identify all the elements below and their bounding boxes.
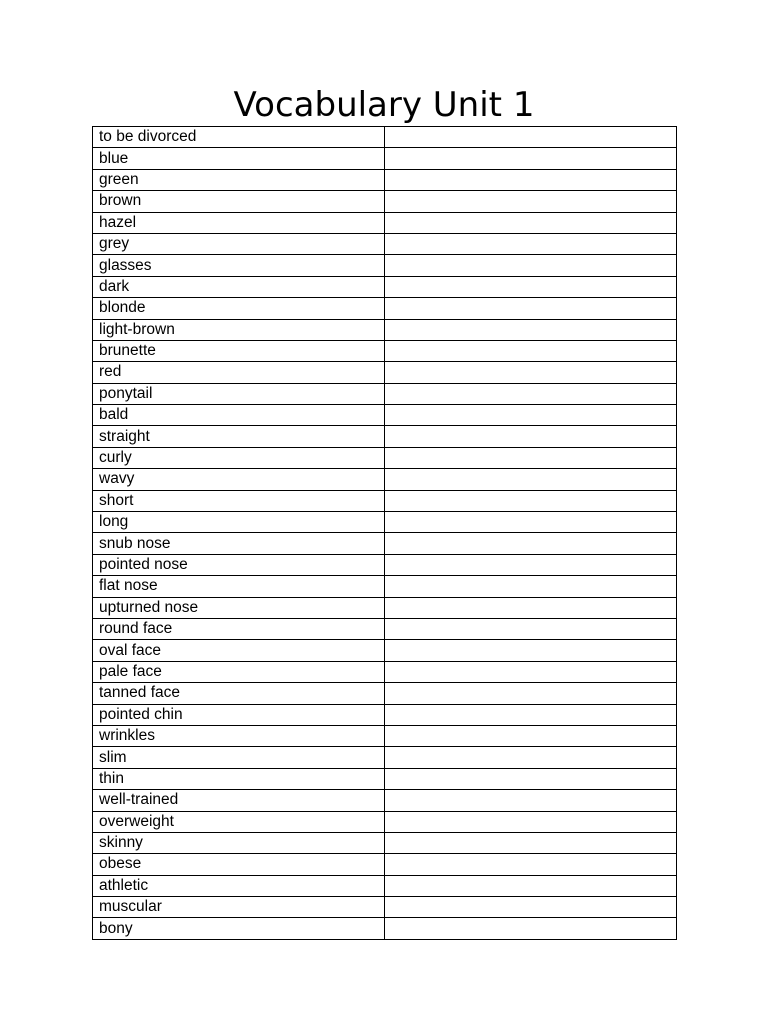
translation-blank-cell[interactable] — [385, 704, 677, 725]
translation-blank-cell[interactable] — [385, 768, 677, 789]
table-row — [93, 811, 677, 832]
vocabulary-word-cell: snub nose — [93, 533, 385, 554]
table-row — [93, 790, 677, 811]
table-row — [93, 918, 677, 939]
vocabulary-word-cell: pointed chin — [93, 704, 385, 725]
translation-blank-cell[interactable] — [385, 233, 677, 254]
vocabulary-word-cell: pointed nose — [93, 554, 385, 575]
vocabulary-word-cell: obese — [93, 854, 385, 875]
vocabulary-table — [92, 126, 677, 940]
translation-blank-cell[interactable] — [385, 640, 677, 661]
vocabulary-word-cell: wavy — [93, 469, 385, 490]
vocabulary-word-cell: well-trained — [93, 790, 385, 811]
translation-blank-cell[interactable] — [385, 854, 677, 875]
table-row — [93, 661, 677, 682]
table-row — [93, 897, 677, 918]
table-row — [93, 340, 677, 361]
translation-blank-cell[interactable] — [385, 148, 677, 169]
table-row — [93, 512, 677, 533]
table-row — [93, 383, 677, 404]
vocabulary-word-cell: long — [93, 512, 385, 533]
table-row — [93, 298, 677, 319]
translation-blank-cell[interactable] — [385, 127, 677, 148]
vocabulary-word-cell: athletic — [93, 875, 385, 896]
table-row — [93, 212, 677, 233]
vocabulary-word-cell: round face — [93, 618, 385, 639]
translation-blank-cell[interactable] — [385, 533, 677, 554]
translation-blank-cell[interactable] — [385, 811, 677, 832]
translation-blank-cell[interactable] — [385, 447, 677, 468]
vocabulary-table-body — [93, 127, 677, 940]
vocabulary-word-cell: muscular — [93, 897, 385, 918]
table-row — [93, 447, 677, 468]
table-row — [93, 490, 677, 511]
vocabulary-word-cell: short — [93, 490, 385, 511]
table-row — [93, 725, 677, 746]
table-row — [93, 191, 677, 212]
table-row — [93, 405, 677, 426]
page-title: Vocabulary Unit 1 — [233, 85, 535, 125]
vocabulary-word-cell: blonde — [93, 298, 385, 319]
table-row — [93, 597, 677, 618]
translation-blank-cell[interactable] — [385, 618, 677, 639]
translation-blank-cell[interactable] — [385, 918, 677, 939]
table-row — [93, 233, 677, 254]
table-row — [93, 875, 677, 896]
table-row — [93, 426, 677, 447]
translation-blank-cell[interactable] — [385, 661, 677, 682]
vocabulary-word-cell: curly — [93, 447, 385, 468]
vocabulary-word-cell: slim — [93, 747, 385, 768]
table-row — [93, 747, 677, 768]
translation-blank-cell[interactable] — [385, 725, 677, 746]
translation-blank-cell[interactable] — [385, 405, 677, 426]
translation-blank-cell[interactable] — [385, 255, 677, 276]
translation-blank-cell[interactable] — [385, 340, 677, 361]
vocabulary-word-cell: grey — [93, 233, 385, 254]
vocabulary-word-cell: brunette — [93, 340, 385, 361]
table-row — [93, 618, 677, 639]
table-row — [93, 768, 677, 789]
translation-blank-cell[interactable] — [385, 897, 677, 918]
translation-blank-cell[interactable] — [385, 554, 677, 575]
table-row — [93, 255, 677, 276]
table-row — [93, 469, 677, 490]
translation-blank-cell[interactable] — [385, 426, 677, 447]
vocabulary-word-cell: flat nose — [93, 576, 385, 597]
vocabulary-word-cell: bony — [93, 918, 385, 939]
translation-blank-cell[interactable] — [385, 597, 677, 618]
translation-blank-cell[interactable] — [385, 212, 677, 233]
translation-blank-cell[interactable] — [385, 576, 677, 597]
table-row — [93, 276, 677, 297]
vocabulary-word-cell: ponytail — [93, 383, 385, 404]
vocabulary-word-cell: thin — [93, 768, 385, 789]
table-row — [93, 127, 677, 148]
vocabulary-word-cell: light-brown — [93, 319, 385, 340]
translation-blank-cell[interactable] — [385, 383, 677, 404]
vocabulary-word-cell: skinny — [93, 832, 385, 853]
vocabulary-word-cell: glasses — [93, 255, 385, 276]
vocabulary-word-cell: pale face — [93, 661, 385, 682]
translation-blank-cell[interactable] — [385, 875, 677, 896]
translation-blank-cell[interactable] — [385, 298, 677, 319]
vocabulary-word-cell: green — [93, 169, 385, 190]
table-row — [93, 148, 677, 169]
table-row — [93, 854, 677, 875]
vocabulary-word-cell: red — [93, 362, 385, 383]
translation-blank-cell[interactable] — [385, 512, 677, 533]
vocabulary-word-cell: brown — [93, 191, 385, 212]
translation-blank-cell[interactable] — [385, 362, 677, 383]
translation-blank-cell[interactable] — [385, 169, 677, 190]
vocabulary-word-cell: dark — [93, 276, 385, 297]
table-row — [93, 576, 677, 597]
vocabulary-word-cell: to be divorced — [93, 127, 385, 148]
table-row — [93, 832, 677, 853]
vocabulary-word-cell: tanned face — [93, 683, 385, 704]
table-row — [93, 169, 677, 190]
vocabulary-word-cell: wrinkles — [93, 725, 385, 746]
translation-blank-cell[interactable] — [385, 683, 677, 704]
vocabulary-word-cell: oval face — [93, 640, 385, 661]
vocabulary-word-cell: blue — [93, 148, 385, 169]
translation-blank-cell[interactable] — [385, 747, 677, 768]
table-row — [93, 704, 677, 725]
table-row — [93, 554, 677, 575]
translation-blank-cell[interactable] — [385, 319, 677, 340]
table-row — [93, 362, 677, 383]
translation-blank-cell[interactable] — [385, 490, 677, 511]
translation-blank-cell[interactable] — [385, 276, 677, 297]
vocabulary-word-cell: straight — [93, 426, 385, 447]
vocabulary-word-cell: upturned nose — [93, 597, 385, 618]
vocabulary-word-cell: overweight — [93, 811, 385, 832]
translation-blank-cell[interactable] — [385, 469, 677, 490]
vocabulary-word-cell: hazel — [93, 212, 385, 233]
translation-blank-cell[interactable] — [385, 832, 677, 853]
translation-blank-cell[interactable] — [385, 790, 677, 811]
table-row — [93, 640, 677, 661]
table-row — [93, 683, 677, 704]
table-row — [93, 533, 677, 554]
translation-blank-cell[interactable] — [385, 191, 677, 212]
table-row — [93, 319, 677, 340]
vocabulary-word-cell: bald — [93, 405, 385, 426]
